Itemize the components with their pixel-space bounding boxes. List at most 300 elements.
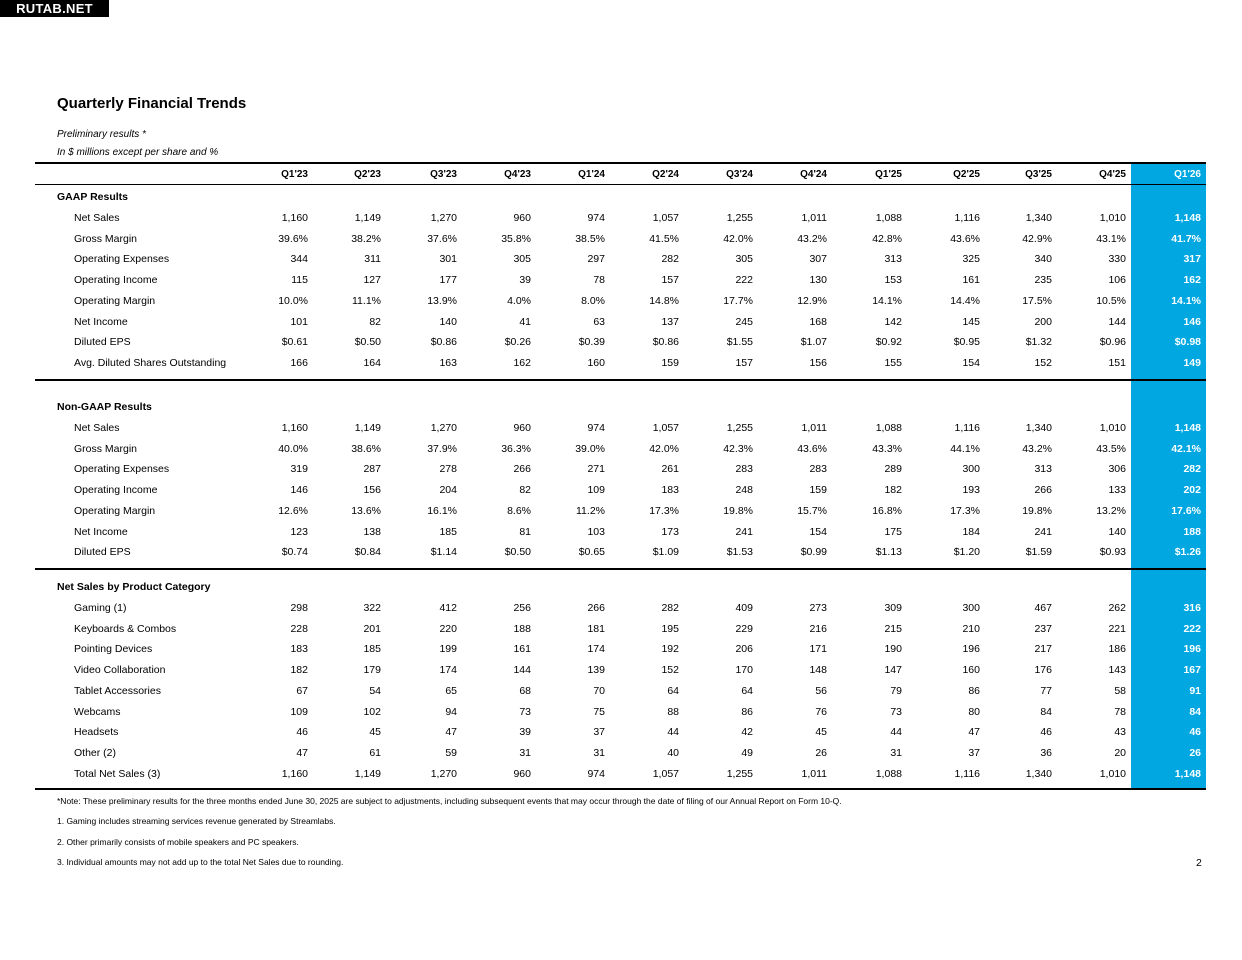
table-cell: 86: [741, 706, 753, 718]
row-label: Video Collaboration: [74, 664, 166, 676]
table-cell: 44: [890, 726, 902, 738]
table-cell: 289: [884, 463, 902, 475]
table-cell: $0.50: [354, 336, 381, 348]
table-cell: 200: [1034, 316, 1052, 328]
table-cell: 44: [667, 726, 679, 738]
table-cell: 41.7%: [1171, 233, 1201, 245]
table-cell: 38.2%: [351, 233, 381, 245]
table-cell: 1,088: [875, 768, 902, 780]
table-cell: $0.74: [281, 546, 308, 558]
table-cell: 43.2%: [797, 233, 827, 245]
table-cell: 974: [587, 422, 605, 434]
table-cell: 177: [439, 274, 457, 286]
row-label: Tablet Accessories: [74, 685, 161, 697]
table-cell: 196: [1183, 643, 1201, 655]
row-label: Operating Income: [74, 484, 158, 496]
row-label: Net Income: [74, 316, 128, 328]
table-cell: 300: [962, 463, 980, 475]
footnote: *Note: These preliminary results for the three months ended June 30, 2025 are subject to adjustments, including subsequent events that may occur through the date of filing of our Annual Report on Form 10-Q.: [57, 796, 842, 806]
table-cell: 256: [513, 602, 531, 614]
table-cell: 185: [363, 643, 381, 655]
table-cell: 313: [884, 253, 902, 265]
table-cell: 138: [363, 526, 381, 538]
table-cell: 1,149: [354, 212, 381, 224]
table-cell: 344: [290, 253, 308, 265]
table-cell: 1,010: [1099, 422, 1126, 434]
table-cell: 201: [363, 623, 381, 635]
table-cell: 11.1%: [352, 295, 381, 307]
table-cell: 204: [439, 484, 457, 496]
table-cell: 307: [809, 253, 827, 265]
table-cell: $0.26: [504, 336, 531, 348]
table-cell: 1,010: [1099, 212, 1126, 224]
table-cell: 1,116: [954, 768, 980, 780]
section-title: Non-GAAP Results: [57, 401, 152, 413]
table-cell: 88: [667, 706, 679, 718]
table-cell: 192: [661, 643, 679, 655]
table-cell: 139: [587, 664, 605, 676]
table-cell: 216: [809, 623, 827, 635]
table-cell: 115: [291, 274, 308, 286]
table-cell: 160: [962, 664, 980, 676]
table-cell: 64: [741, 685, 753, 697]
table-cell: 282: [1183, 463, 1201, 475]
table-cell: $0.93: [1099, 546, 1126, 558]
table-cell: 174: [439, 664, 457, 676]
footnote: 2. Other primarily consists of mobile speakers and PC speakers.: [57, 837, 299, 847]
table-cell: 153: [884, 274, 902, 286]
table-cell: 173: [661, 526, 679, 538]
table-cell: 298: [290, 602, 308, 614]
table-cell: $0.95: [953, 336, 980, 348]
table-cell: 1,270: [430, 422, 457, 434]
column-header: Q4'25: [1099, 169, 1126, 180]
table-cell: 127: [363, 274, 381, 286]
table-cell: 42.1%: [1171, 443, 1201, 455]
table-cell: 1,340: [1025, 422, 1052, 434]
table-cell: $0.50: [504, 546, 531, 558]
table-cell: 184: [962, 526, 980, 538]
table-cell: 38.6%: [351, 443, 381, 455]
table-cell: 1,148: [1174, 212, 1201, 224]
column-header: Q3'23: [430, 169, 457, 180]
table-cell: $0.86: [652, 336, 679, 348]
table-cell: 166: [290, 357, 308, 369]
section-rule: [35, 568, 1206, 570]
table-cell: 409: [735, 602, 753, 614]
header-rule: [35, 184, 1206, 185]
table-cell: 960: [513, 422, 531, 434]
column-header: Q1'23: [281, 169, 308, 180]
table-cell: 152: [661, 664, 679, 676]
table-cell: 237: [1034, 623, 1052, 635]
table-cell: $0.92: [875, 336, 902, 348]
table-cell: 41.5%: [649, 233, 679, 245]
table-cell: 77: [1040, 685, 1052, 697]
table-cell: 17.5%: [1022, 295, 1052, 307]
table-cell: 179: [363, 664, 381, 676]
table-cell: 245: [735, 316, 753, 328]
table-cell: $0.39: [578, 336, 605, 348]
row-label: Pointing Devices: [74, 643, 153, 655]
table-cell: $0.84: [354, 546, 381, 558]
table-cell: 20: [1114, 747, 1126, 759]
table-cell: 4.0%: [507, 295, 531, 307]
table-cell: 160: [587, 357, 605, 369]
table-cell: 103: [587, 526, 605, 538]
table-cell: 11.2%: [576, 505, 605, 517]
table-cell: $1.32: [1025, 336, 1052, 348]
table-cell: 1,057: [652, 422, 679, 434]
table-cell: 37.6%: [427, 233, 457, 245]
table-cell: $1.13: [875, 546, 902, 558]
table-cell: 168: [809, 316, 827, 328]
table-cell: 47: [296, 747, 308, 759]
table-cell: 10.0%: [278, 295, 308, 307]
table-cell: 94: [445, 706, 457, 718]
table-cell: $1.55: [726, 336, 753, 348]
watermark: RUTAB.NET: [0, 0, 109, 17]
row-label: Gaming (1): [74, 602, 127, 614]
table-cell: 322: [363, 602, 381, 614]
table-cell: 44.1%: [950, 443, 980, 455]
table-cell: 1,011: [801, 212, 827, 224]
table-cell: 106: [1108, 274, 1126, 286]
table-cell: 35.8%: [501, 233, 531, 245]
subtitle-preliminary: Preliminary results *: [57, 129, 146, 140]
table-cell: 146: [290, 484, 308, 496]
row-label: Total Net Sales (3): [74, 768, 161, 780]
row-label: Operating Margin: [74, 505, 156, 517]
table-cell: 144: [1108, 316, 1126, 328]
table-cell: 46: [296, 726, 308, 738]
table-cell: 41: [519, 316, 531, 328]
table-cell: 271: [587, 463, 605, 475]
column-header: Q4'23: [504, 169, 531, 180]
table-cell: 12.9%: [797, 295, 827, 307]
table-cell: 68: [519, 685, 531, 697]
table-cell: 154: [809, 526, 827, 538]
table-cell: 43.1%: [1096, 233, 1126, 245]
table-cell: 188: [1183, 526, 1201, 538]
table-cell: 65: [445, 685, 457, 697]
table-cell: 91: [1189, 685, 1201, 697]
table-cell: 316: [1183, 602, 1201, 614]
table-cell: 1,255: [726, 422, 753, 434]
table-cell: 1,270: [430, 768, 457, 780]
table-cell: 183: [661, 484, 679, 496]
page-title: Quarterly Financial Trends: [57, 95, 247, 112]
footnote: 3. Individual amounts may not add up to the total Net Sales due to rounding.: [57, 857, 344, 867]
table-cell: 26: [1189, 747, 1201, 759]
table-cell: 17.6%: [1171, 505, 1201, 517]
table-cell: 262: [1108, 602, 1126, 614]
table-cell: 1,116: [954, 212, 980, 224]
table-cell: 47: [968, 726, 980, 738]
table-cell: 283: [809, 463, 827, 475]
table-cell: $0.96: [1099, 336, 1126, 348]
table-cell: 73: [890, 706, 902, 718]
table-cell: 157: [735, 357, 753, 369]
table-cell: 282: [661, 602, 679, 614]
table-cell: 39: [519, 726, 531, 738]
table-cell: 1,148: [1174, 768, 1201, 780]
table-cell: 145: [962, 316, 980, 328]
table-cell: 278: [439, 463, 457, 475]
table-cell: 76: [815, 706, 827, 718]
table-cell: 47: [445, 726, 457, 738]
table-cell: 8.6%: [507, 505, 531, 517]
table-cell: 56: [815, 685, 827, 697]
table-cell: 61: [369, 747, 381, 759]
table-cell: 300: [962, 602, 980, 614]
table-cell: $1.53: [726, 546, 753, 558]
table-cell: $0.61: [281, 336, 308, 348]
table-cell: 330: [1108, 253, 1126, 265]
table-cell: 49: [741, 747, 753, 759]
table-cell: 266: [1034, 484, 1052, 496]
table-cell: 170: [735, 664, 753, 676]
table-cell: 151: [1108, 357, 1126, 369]
table-cell: 81: [519, 526, 531, 538]
table-cell: 86: [968, 685, 980, 697]
row-label: Gross Margin: [74, 233, 138, 245]
row-label: Keyboards & Combos: [74, 623, 177, 635]
table-cell: 159: [809, 484, 827, 496]
table-cell: 266: [587, 602, 605, 614]
table-cell: 13.9%: [427, 295, 457, 307]
table-cell: 10.5%: [1096, 295, 1126, 307]
column-header: Q4'24: [800, 169, 827, 180]
table-cell: 78: [593, 274, 605, 286]
table-cell: 159: [661, 357, 679, 369]
column-header: Q2'24: [652, 169, 679, 180]
table-cell: 19.8%: [723, 505, 753, 517]
table-cell: $0.86: [430, 336, 457, 348]
table-cell: 1,148: [1174, 422, 1201, 434]
table-cell: 16.1%: [427, 505, 457, 517]
column-header: Q1'24: [578, 169, 605, 180]
table-cell: 1,340: [1025, 212, 1052, 224]
table-cell: 43.6%: [797, 443, 827, 455]
row-label: Diluted EPS: [74, 336, 131, 348]
subtitle-units: In $ millions except per share and %: [57, 147, 219, 158]
table-cell: 156: [363, 484, 381, 496]
table-cell: 42: [741, 726, 753, 738]
row-label: Headsets: [74, 726, 119, 738]
table-cell: 297: [587, 253, 605, 265]
table-cell: 82: [519, 484, 531, 496]
table-cell: 174: [587, 643, 605, 655]
table-cell: 210: [962, 623, 980, 635]
table-cell: 14.1%: [1171, 295, 1201, 307]
table-cell: 12.6%: [278, 505, 308, 517]
table-cell: 1,057: [652, 768, 679, 780]
table-cell: 37.9%: [427, 443, 457, 455]
table-cell: 43: [1114, 726, 1126, 738]
table-cell: 140: [1108, 526, 1126, 538]
table-cell: 287: [363, 463, 381, 475]
table-cell: 1,116: [954, 422, 980, 434]
table-cell: 43.6%: [950, 233, 980, 245]
table-cell: 220: [439, 623, 457, 635]
table-cell: 146: [1183, 316, 1201, 328]
table-cell: 1,010: [1099, 768, 1126, 780]
table-cell: 144: [513, 664, 531, 676]
table-cell: 164: [363, 357, 381, 369]
table-cell: 26: [815, 747, 827, 759]
table-cell: 42.0%: [723, 233, 753, 245]
table-cell: 266: [513, 463, 531, 475]
table-cell: 309: [884, 602, 902, 614]
table-cell: 102: [363, 706, 381, 718]
table-cell: 1,270: [430, 212, 457, 224]
column-header: Q2'23: [354, 169, 381, 180]
table-cell: 974: [587, 212, 605, 224]
table-cell: 78: [1114, 706, 1126, 718]
table-cell: 137: [661, 316, 679, 328]
table-cell: 186: [1108, 643, 1126, 655]
section-rule: [35, 788, 1206, 790]
table-cell: 306: [1108, 463, 1126, 475]
table-cell: $1.14: [430, 546, 457, 558]
table-cell: 340: [1034, 253, 1052, 265]
table-cell: 325: [962, 253, 980, 265]
table-cell: 101: [290, 316, 308, 328]
column-header: Q3'25: [1025, 169, 1052, 180]
table-cell: 282: [661, 253, 679, 265]
row-label: Operating Margin: [74, 295, 156, 307]
table-cell: 222: [735, 274, 753, 286]
table-cell: 17.3%: [950, 505, 980, 517]
page-number: 2: [1196, 857, 1202, 869]
table-cell: 202: [1183, 484, 1201, 496]
table-cell: 39.6%: [278, 233, 308, 245]
row-label: Net Sales: [74, 212, 120, 224]
table-cell: 185: [439, 526, 457, 538]
table-cell: 43.3%: [872, 443, 902, 455]
table-cell: 17.7%: [723, 295, 753, 307]
table-cell: 75: [593, 706, 605, 718]
table-cell: 217: [1034, 643, 1052, 655]
table-cell: 17.3%: [649, 505, 679, 517]
table-cell: 59: [445, 747, 457, 759]
table-cell: 1,160: [281, 212, 308, 224]
table-cell: 123: [290, 526, 308, 538]
table-cell: 1,057: [652, 212, 679, 224]
table-cell: 133: [1108, 484, 1126, 496]
table-cell: 36.3%: [501, 443, 531, 455]
table-cell: 305: [513, 253, 531, 265]
table-cell: 1,160: [281, 768, 308, 780]
table-cell: 39.0%: [575, 443, 605, 455]
section-title: GAAP Results: [57, 191, 128, 203]
table-cell: 54: [369, 685, 381, 697]
table-cell: 228: [290, 623, 308, 635]
table-cell: 313: [1034, 463, 1052, 475]
table-cell: 221: [1108, 623, 1126, 635]
table-cell: 162: [513, 357, 531, 369]
table-cell: 37: [593, 726, 605, 738]
table-cell: 130: [809, 274, 827, 286]
table-cell: 1,160: [281, 422, 308, 434]
table-cell: 241: [735, 526, 753, 538]
table-cell: 80: [968, 706, 980, 718]
table-cell: 31: [519, 747, 531, 759]
table-cell: $1.20: [953, 546, 980, 558]
table-cell: $1.59: [1025, 546, 1052, 558]
table-cell: 261: [661, 463, 679, 475]
table-cell: 73: [519, 706, 531, 718]
footnote: 1. Gaming includes streaming services revenue generated by Streamlabs.: [57, 816, 336, 826]
table-cell: 14.1%: [872, 295, 902, 307]
table-cell: $0.98: [1174, 336, 1201, 348]
table-cell: 311: [364, 253, 381, 265]
table-cell: 161: [513, 643, 531, 655]
table-cell: 84: [1189, 706, 1201, 718]
table-cell: 42.8%: [872, 233, 902, 245]
table-cell: 183: [290, 643, 308, 655]
table-cell: 58: [1114, 685, 1126, 697]
table-cell: $1.07: [800, 336, 827, 348]
table-cell: 42.9%: [1022, 233, 1052, 245]
table-cell: 154: [962, 357, 980, 369]
table-cell: 188: [513, 623, 531, 635]
table-cell: 317: [1183, 253, 1201, 265]
row-label: Webcams: [74, 706, 121, 718]
table-cell: 19.8%: [1022, 505, 1052, 517]
table-cell: 1,011: [801, 422, 827, 434]
table-cell: 163: [439, 357, 457, 369]
row-label: Other (2): [74, 747, 117, 759]
table-cell: 960: [513, 212, 531, 224]
table-cell: 109: [587, 484, 605, 496]
table-cell: 43.2%: [1022, 443, 1052, 455]
row-label: Operating Expenses: [74, 463, 170, 475]
table-cell: 182: [884, 484, 902, 496]
table-cell: 412: [439, 602, 457, 614]
table-cell: 13.6%: [351, 505, 381, 517]
column-header: Q1'26: [1174, 169, 1201, 180]
table-cell: 193: [962, 484, 980, 496]
table-cell: 37: [968, 747, 980, 759]
table-cell: 43.5%: [1096, 443, 1126, 455]
table-cell: 157: [661, 274, 679, 286]
table-cell: 155: [884, 357, 902, 369]
table-cell: 15.7%: [797, 505, 827, 517]
table-cell: 1,340: [1025, 768, 1052, 780]
row-label: Gross Margin: [74, 443, 138, 455]
table-cell: 13.2%: [1096, 505, 1126, 517]
table-cell: 143: [1108, 664, 1126, 676]
row-label: Operating Expenses: [74, 253, 170, 265]
table-cell: 1,088: [875, 212, 902, 224]
table-cell: 147: [884, 664, 902, 676]
table-cell: 182: [290, 664, 308, 676]
table-cell: 84: [1040, 706, 1052, 718]
table-cell: 248: [735, 484, 753, 496]
table-cell: 1,149: [354, 768, 381, 780]
table-cell: 31: [593, 747, 605, 759]
table-cell: 273: [809, 602, 827, 614]
table-cell: 109: [290, 706, 308, 718]
table-cell: 196: [962, 643, 980, 655]
table-cell: 960: [513, 768, 531, 780]
row-label: Diluted EPS: [74, 546, 131, 558]
table-cell: 305: [735, 253, 753, 265]
table-cell: 319: [290, 463, 308, 475]
table-cell: 229: [735, 623, 753, 635]
